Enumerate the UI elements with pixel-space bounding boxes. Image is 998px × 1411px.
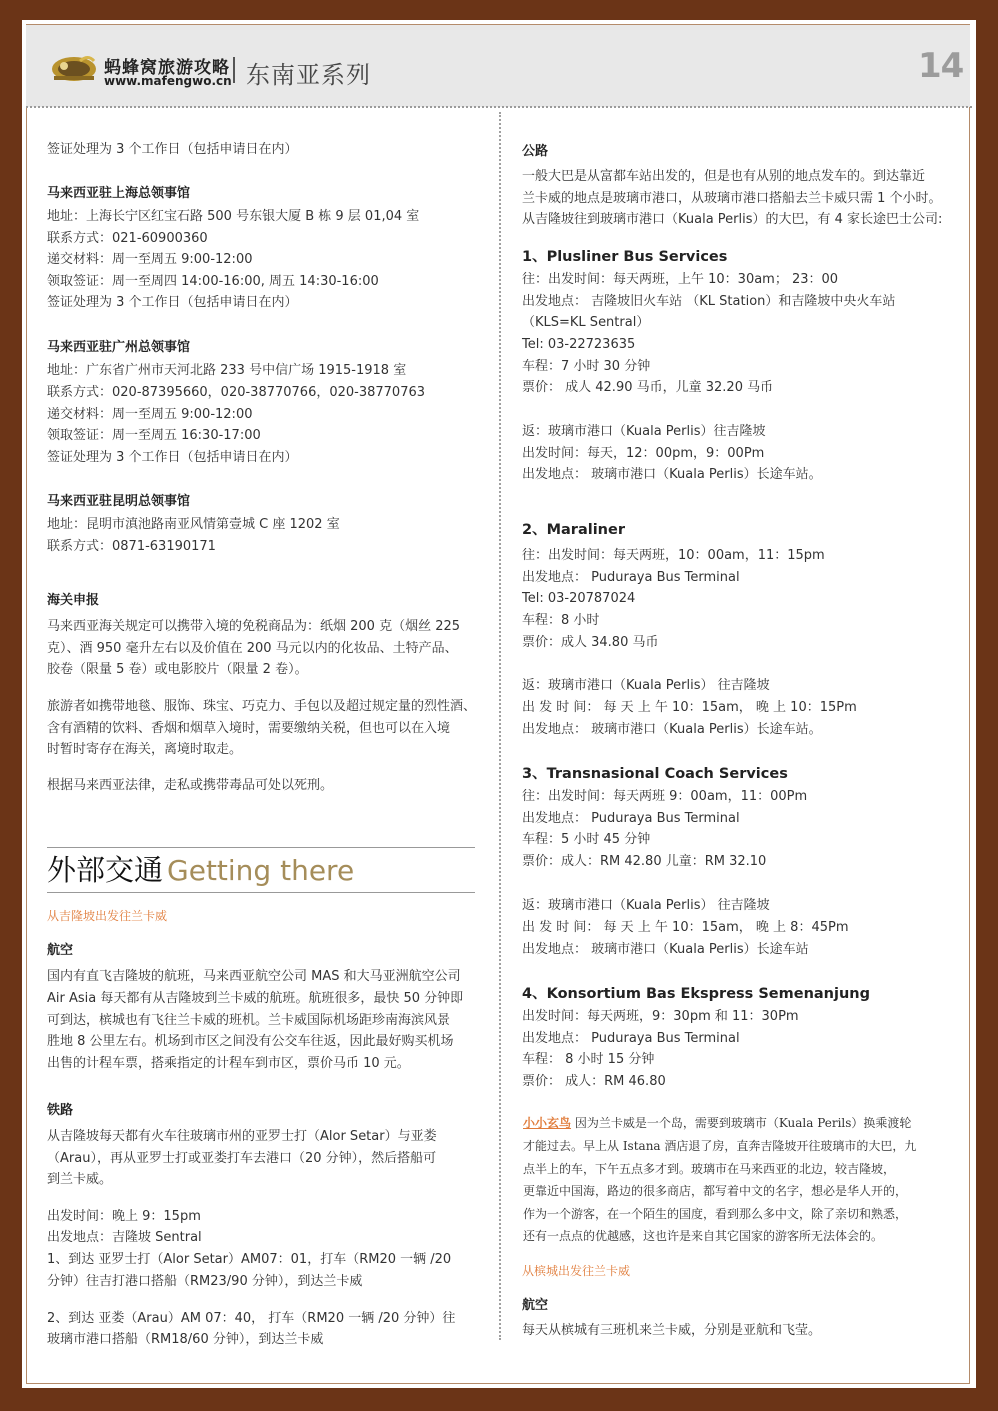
right-text-line: 返：玻璃市港口（Kuala Perlis）往吉隆坡 xyxy=(522,424,766,439)
right-subsection-label: 从槟城出发往兰卡威 xyxy=(522,1264,631,1278)
right-text-line: Tel: 03-20787024 xyxy=(522,591,636,606)
left-text-line: 胜地 8 公里左右。机场到市区之间没有公交车往返，因此最好购买机场 xyxy=(47,1034,454,1049)
section-title xyxy=(47,850,354,891)
right-text-line: 返：玻璃市港口（Kuala Perlis） 往吉隆坡 xyxy=(522,678,770,693)
left-text-line: 克）、酒 950 毫升左右以及价值在 200 马元以内的化妆品、土特产品、 xyxy=(47,641,458,656)
right-text-line: Tel: 03-22723635 xyxy=(522,337,636,352)
left-text-line: （Arau），再从亚罗士打或亚娄打车去港口（20 分钟），然后搭船可 xyxy=(47,1151,437,1166)
column-divider xyxy=(499,112,501,1340)
left-text-line: 地址：昆明市滇池路南亚风情第壹城 C 座 1202 室 xyxy=(47,517,340,532)
left-subsection-label: 从吉隆坡出发往兰卡威 xyxy=(47,909,168,923)
left-text-line: 签证处理为 3 个工作日（包括申请日在内） xyxy=(47,450,298,465)
left-text-line: 到兰卡威。 xyxy=(47,1172,113,1187)
left-heading: 海关申报 xyxy=(47,593,100,608)
right-text-line: 出发地点： 玻璃市港口（Kuala Perlis）长途车站 xyxy=(522,942,809,957)
right-text-line: 票价：成人 34.80 马币 xyxy=(522,635,659,650)
right-text-line: 票价：成人：RM 42.80 儿童：RM 32.10 xyxy=(522,854,767,869)
note-line: 点半上的车，下午五点多才到。玻璃市在马来西亚的北边，较吉隆坡， xyxy=(523,1161,896,1176)
right-text-line: 车程：7 小时 30 分钟 xyxy=(522,359,651,374)
note-text: 因为兰卡威是一个岛，需要到玻璃市（Kuala Perils）换乘渡轮 xyxy=(571,1116,912,1130)
page-number: 14 xyxy=(918,46,964,86)
right-text-line: 出发地点： Puduraya Bus Terminal xyxy=(522,570,740,585)
right-text-line: 出 发 时 间： 每 天 上 午 10：15am， 晚 上 10：15Pm xyxy=(522,700,857,715)
left-text-line: 出发时间：晚上 9：15pm xyxy=(47,1209,201,1224)
right-text-line: 一般大巴是从富都车站出发的，但是也有从别的地点发车的。到达靠近 xyxy=(522,169,926,184)
right-text-line: 车程：5 小时 45 分钟 xyxy=(522,832,651,847)
right-text-line: 往：出发时间：每天两班 9：00am，11：00Pm xyxy=(522,789,808,804)
left-text-line: 含有酒精的饮料、香烟和烟草入境时，需要缴纳关税，但也可以在入境 xyxy=(47,721,451,736)
right-text-line: 票价： 成人 42.90 马币，儿童 32.20 马币 xyxy=(522,380,774,395)
right-heading: 2、Maraliner xyxy=(522,522,625,538)
right-text-line: 出 发 时 间： 每 天 上 午 10：15am， 晚 上 8：45Pm xyxy=(522,920,849,935)
section-rule-bottom xyxy=(47,892,475,893)
left-text-line: 出售的计程车票，搭乘指定的计程车到市区，票价马币 10 元。 xyxy=(47,1056,410,1071)
right-text-line: 出发时间：每天，12：00pm，9：00Pm xyxy=(522,446,765,461)
left-text-line: 玻璃市港口搭船（RM18/60 分钟），到达兰卡威 xyxy=(47,1332,324,1347)
right-text-line: 出发地点： Puduraya Bus Terminal xyxy=(522,811,740,826)
right-text-line: 从吉隆坡往到玻璃市港口（Kuala Perlis）的大巴，有 4 家长途巴士公司: xyxy=(522,212,943,227)
right-text-line: 往：出发时间：每天两班，10：00am，11：15pm xyxy=(522,548,825,563)
left-heading: 马来西亚驻上海总领事馆 xyxy=(47,186,191,201)
right-text-line: 票价： 成人：RM 46.80 xyxy=(522,1074,666,1089)
right-text-line: （KLS=KL Sentral） xyxy=(522,315,650,330)
right-text-line: 返：玻璃市港口（Kuala Perlis） 往吉隆坡 xyxy=(522,898,770,913)
section-title-cn: 外部交通 xyxy=(47,853,164,887)
note-author-label: 小小玄鸟 xyxy=(523,1116,572,1130)
right-heading: 航空 xyxy=(522,1298,549,1313)
right-text-line: 车程：8 小时 xyxy=(522,613,600,628)
right-text-line: 往：出发时间：每天两班，上午 10：30am； 23：00 xyxy=(522,272,839,287)
left-text-line: 国内有直飞吉隆坡的航班，马来西亚航空公司 MAS 和大马亚洲航空公司 xyxy=(47,969,461,984)
left-text-line: 从吉隆坡每天都有火车往玻璃市州的亚罗士打（Alor Setar）与亚娄 xyxy=(47,1129,437,1144)
left-text-line: 可到达，槟城也有飞往兰卡威的班机。兰卡威国际机场距珍南海滨风景 xyxy=(47,1013,451,1028)
left-heading: 马来西亚驻昆明总领事馆 xyxy=(47,494,191,509)
left-text-line: 地址：广东省广州市天河北路 233 号中信广场 1915-1918 室 xyxy=(47,363,407,378)
series-title: 东南亚系列 xyxy=(246,61,371,89)
left-text-line: Air Asia 每天都有从吉隆坡到兰卡威的航班。航班很多，最快 50 分钟即 xyxy=(47,991,464,1006)
traveler-note-first-line xyxy=(523,1112,911,1134)
left-text-line: 地址：上海长宁区红宝石路 500 号东银大厦 B 栋 9 层 01,04 室 xyxy=(47,209,420,224)
header-separator xyxy=(233,57,235,83)
left-text-line: 旅游者如携带地毯、服饰、珠宝、巧克力、手包以及超过规定量的烈性酒、 xyxy=(47,699,477,714)
left-text-line: 出发地点：吉隆坡 Sentral xyxy=(47,1230,202,1245)
right-text-line: 兰卡威的地点是玻璃市港口，从玻璃市港口搭船去兰卡威只需 1 个小时。 xyxy=(522,191,942,206)
left-text-line: 2、到达 亚娄（Arau）AM 07：40， 打车（RM20 一辆 /20 分钟）往 xyxy=(47,1311,456,1326)
left-heading: 航空 xyxy=(47,943,74,958)
left-text-line: 分钟）往吉打港口搭船（RM23/90 分钟），到达兰卡威 xyxy=(47,1274,363,1289)
mafengwo-logo-icon xyxy=(50,52,98,82)
note-line: 作为一个游客，在一个陌生的国度，看到那么多中文，除了亲切和熟悉， xyxy=(523,1206,908,1221)
left-text-line: 马来西亚海关规定可以携带入境的免税商品为：纸烟 200 克（烟丝 225 xyxy=(47,619,461,634)
left-text-line: 签证处理为 3 个工作日（包括申请日在内） xyxy=(47,295,298,310)
left-text-line: 胶卷（限量 5 卷）或电影胶片（限量 2 卷）。 xyxy=(47,662,308,677)
right-heading: 3、Transnasional Coach Services xyxy=(522,766,788,782)
right-text-line: 车程： 8 小时 15 分钟 xyxy=(522,1052,655,1067)
left-text-line: 递交材料：周一至周五 9:00-12:00 xyxy=(47,252,253,267)
right-text-line: 出发地点： 玻璃市港口（Kuala Perlis）长途车站。 xyxy=(522,722,822,737)
section-rule-top xyxy=(47,847,475,848)
right-text-line: 出发地点： 吉隆坡旧火车站 （KL Station）和吉隆坡中央火车站 xyxy=(522,294,896,309)
header-divider xyxy=(26,106,972,108)
right-heading: 1、Plusliner Bus Services xyxy=(522,249,728,265)
right-text-line: 出发地点： 玻璃市港口（Kuala Perlis）长途车站。 xyxy=(522,467,822,482)
brand-name: 蚂蜂窝旅游攻略 xyxy=(104,58,230,78)
left-text-line: 联系方式：0871-63190171 xyxy=(47,539,216,554)
right-heading: 公路 xyxy=(522,144,549,159)
note-line: 还有一点点的优越感，这也许是来自其它国家的游客所无法体会的。 xyxy=(523,1229,884,1243)
brand-url: www.mafengwo.cn xyxy=(104,74,232,88)
right-text-line: 每天从槟城有三班机来兰卡威，分别是亚航和飞莹。 xyxy=(522,1323,822,1338)
right-text-line: 出发地点： Puduraya Bus Terminal xyxy=(522,1031,740,1046)
left-text-line: 1、到达 亚罗士打（Alor Setar）AM07：01，打车（RM20 一辆 /20 xyxy=(47,1252,452,1267)
right-text-line: 出发时间：每天两班，9：30pm 和 11：30Pm xyxy=(522,1009,799,1024)
left-text-line: 联系方式：020-87395660，020-38770766，020-38770763 xyxy=(47,385,426,400)
right-heading: 4、Konsortium Bas Ekspress Semenanjung xyxy=(522,986,870,1002)
left-heading: 马来西亚驻广州总领事馆 xyxy=(47,340,191,355)
left-text-line: 递交材料：周一至周五 9:00-12:00 xyxy=(47,407,253,422)
section-title-en: Getting there xyxy=(167,854,355,887)
note-line: 才能过去。早上从 Istana 酒店退了房，直奔吉隆坡开往玻璃市的大巴，九 xyxy=(523,1139,917,1153)
left-text-line: 领取签证：周一至周四 14:00-16:00, 周五 14:30-16:00 xyxy=(47,274,379,289)
left-text-line: 联系方式：021-60900360 xyxy=(47,231,208,246)
left-heading: 铁路 xyxy=(47,1103,74,1118)
note-line: 更靠近中国海，路边的很多商店，都写着中文的名字，想必是华人开的， xyxy=(523,1184,908,1198)
left-text-line: 根据马来西亚法律，走私或携带毒品可处以死刑。 xyxy=(47,778,334,793)
left-text-line: 签证处理为 3 个工作日（包括申请日在内） xyxy=(47,142,298,157)
left-text-line: 时暂时寄存在海关，离境时取走。 xyxy=(47,742,243,757)
left-text-line: 领取签证：周一至周五 16:30-17:00 xyxy=(47,428,261,443)
